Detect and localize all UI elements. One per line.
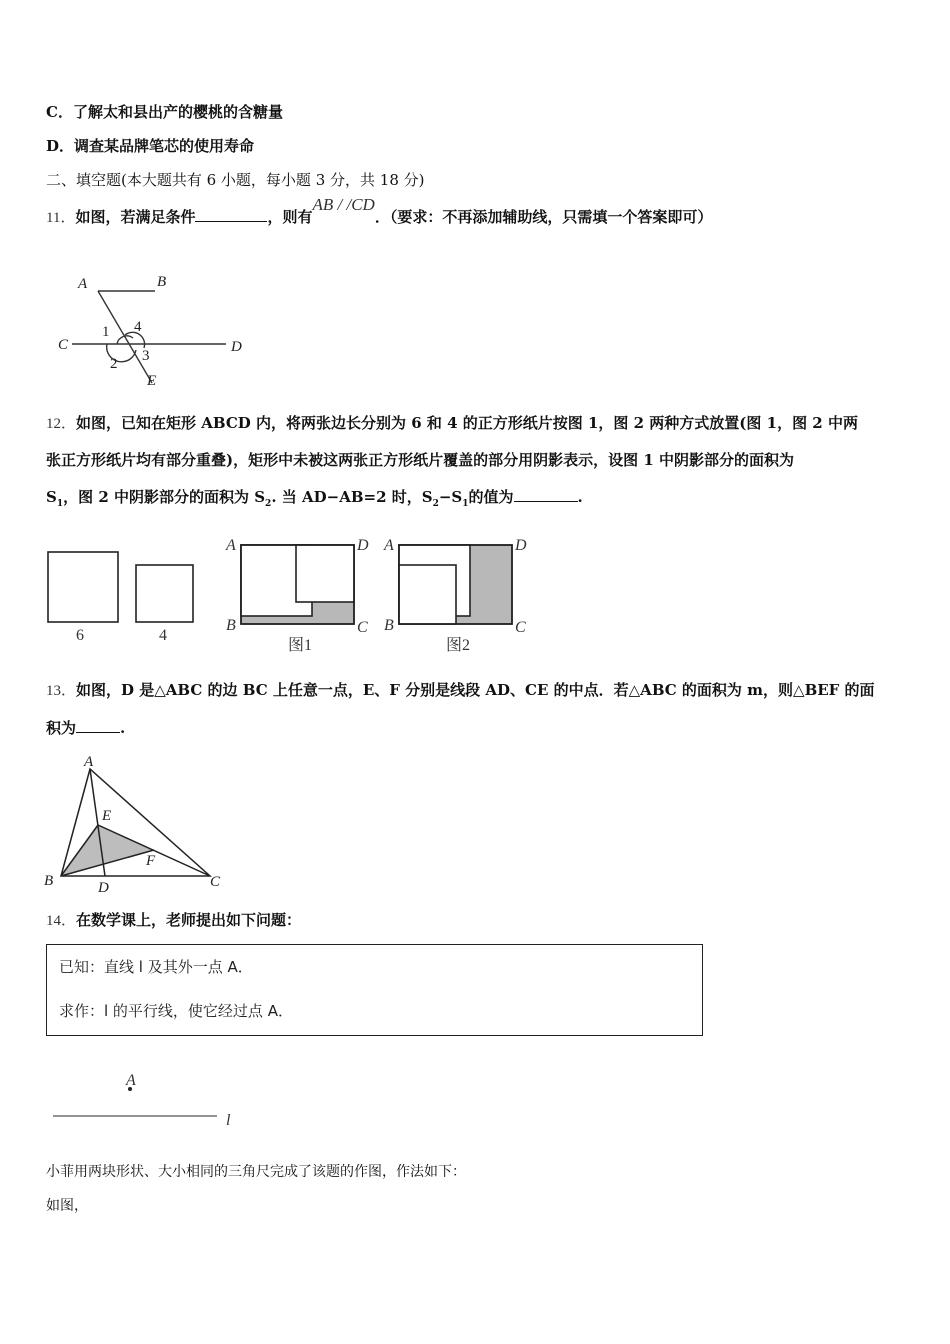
- formula: AB / /CD: [312, 195, 375, 214]
- q14-line-point-figure: [40, 1065, 260, 1135]
- svg-text:E: E: [147, 373, 157, 389]
- question-12-line2: 张正方形纸片均有部分重叠)，矩形中未被这两张正方形纸片覆盖的部分用阴影表示，设图 1 中阴影部分的面积为: [46, 451, 794, 469]
- svg-text:6: 6: [76, 627, 84, 644]
- svg-text:C: C: [210, 874, 221, 890]
- subscript: 1: [462, 499, 469, 509]
- svg-text:B: B: [384, 617, 394, 634]
- svg-text:A: A: [384, 537, 394, 554]
- svg-text:C: C: [515, 619, 526, 636]
- q14-figure-text: 如图，: [46, 1198, 88, 1214]
- question-13-line2: [46, 718, 125, 738]
- question-text: . 当 AD−AB=2 时，S: [271, 488, 433, 506]
- subscript: 2: [432, 499, 439, 509]
- svg-text:1: 1: [102, 324, 110, 340]
- given-text: 已知：直线 l 及其外一点 A．: [59, 958, 253, 976]
- option-text: 调查某品牌笔芯的使用寿命: [74, 137, 255, 155]
- svg-text:B: B: [226, 617, 236, 634]
- svg-text:B: B: [44, 873, 54, 889]
- question-text: ，图 2 中阴影部分的面积为 S: [63, 488, 266, 506]
- question-text: ．（要求：不再添加辅助线，只需填一个答案即可）: [374, 208, 713, 226]
- construct-text: 求作：l 的平行线，使它经过点 A．: [59, 1002, 293, 1020]
- question-number: 14．: [46, 913, 77, 929]
- subscript: 2: [265, 499, 272, 509]
- svg-text:A: A: [78, 276, 88, 292]
- svg-text:A: A: [226, 537, 236, 554]
- question-text: −S: [438, 488, 463, 506]
- svg-text:4: 4: [134, 319, 142, 335]
- svg-text:F: F: [146, 853, 156, 869]
- question-text: 如图，已知在矩形 ABCD 内，将两张边长分别为 6 和 4 的正方形纸片按图 1，图 2 两种方式放置(图 1，图 2 中两: [76, 414, 858, 432]
- question-12-line3: [46, 487, 583, 514]
- q11-angle-figure: [50, 268, 250, 393]
- svg-text:C: C: [357, 619, 368, 636]
- question-number: 12．: [46, 416, 77, 432]
- question-text: .: [577, 488, 583, 506]
- option-letter: D．: [46, 137, 75, 155]
- svg-text:D: D: [515, 537, 527, 554]
- question-text: 如图，若满足条件: [75, 208, 196, 226]
- problem-box: [46, 944, 703, 1036]
- option-letter: C．: [46, 103, 73, 121]
- question-text: 在数学课上，老师提出如下问题：: [76, 911, 302, 929]
- question-12-line1: [46, 413, 858, 434]
- question-text: 的值为: [468, 488, 514, 506]
- question-13-line1: [46, 680, 875, 701]
- subscript: 1: [56, 499, 64, 509]
- svg-text:3: 3: [142, 348, 150, 364]
- svg-text:2: 2: [110, 356, 118, 372]
- answer-blank[interactable]: [76, 718, 120, 733]
- question-text: S: [46, 488, 57, 506]
- svg-text:D: D: [357, 537, 369, 554]
- svg-text:B: B: [157, 274, 167, 290]
- question-text: ，则有: [267, 208, 313, 226]
- q13-triangle-figure: [40, 752, 240, 897]
- svg-text:E: E: [102, 808, 112, 824]
- question-number: 11．: [46, 210, 76, 226]
- answer-blank[interactable]: [514, 487, 578, 502]
- svg-text:D: D: [98, 880, 109, 896]
- svg-text:图1: 图1: [288, 637, 313, 654]
- question-number: 13．: [46, 683, 77, 699]
- svg-text:图2: 图2: [446, 637, 471, 654]
- option-d: [46, 136, 254, 156]
- question-14-intro: [46, 910, 301, 931]
- svg-text:l: l: [226, 1112, 231, 1129]
- svg-text:A: A: [84, 754, 94, 770]
- svg-text:A: A: [126, 1072, 136, 1089]
- question-11: [46, 195, 713, 228]
- answer-blank[interactable]: [195, 207, 267, 222]
- option-text: 了解太和县出产的樱桃的含糖量: [72, 103, 283, 121]
- question-text: 积为: [46, 719, 77, 737]
- svg-text:4: 4: [159, 627, 167, 644]
- option-c: [46, 102, 283, 122]
- q14-method-text: 小菲用两块形状、大小相同的三角尺完成了该题的作图，作法如下：: [46, 1164, 466, 1180]
- section-title: 二、填空题(本大题共有 6 小题，每小题 3 分，共 18 分): [46, 171, 425, 189]
- q12-squares-figure: [40, 530, 540, 660]
- question-text: .: [120, 719, 126, 737]
- svg-text:C: C: [58, 337, 69, 353]
- svg-text:D: D: [231, 339, 242, 355]
- question-text: 如图，D 是△ABC 的边 BC 上任意一点，E、F 分别是线段 AD、CE 的中点．若△ABC 的面积为 m，则△BEF 的面: [76, 681, 875, 699]
